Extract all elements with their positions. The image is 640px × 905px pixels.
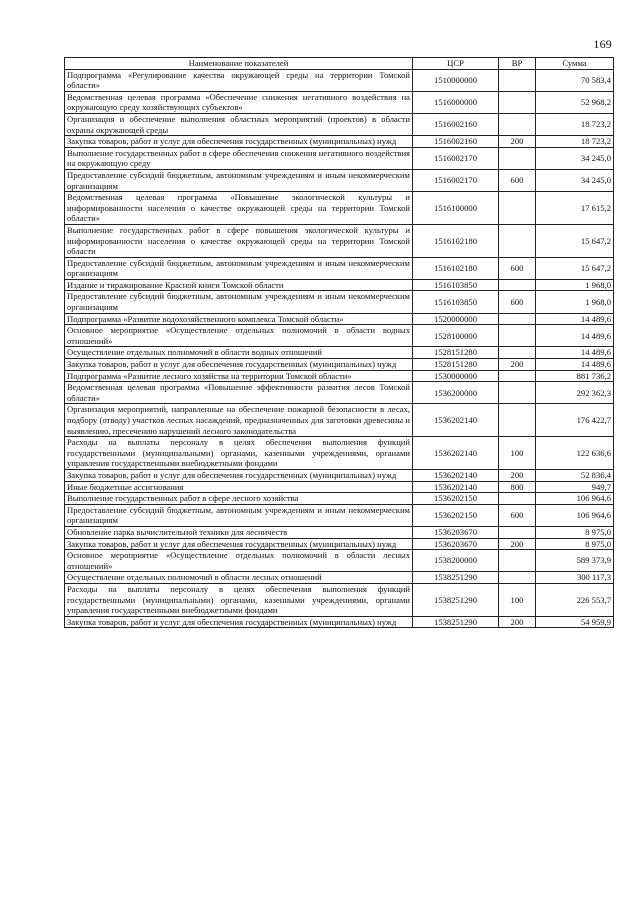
table-row (65, 404, 614, 437)
table-body (65, 69, 614, 628)
cell-name: Выполнение государственных работ в сфере лесного хозяйства (65, 493, 413, 505)
cell-name: Ведомственная целевая программа «Повышение эффективности развития лесов Томской области» (65, 382, 413, 404)
cell-name: Расходы на выплаты персоналу в целях обеспечения выполнения функций государственными (муниципальными) органами, казенными учреждениями, органами управления государственными внебюджетными фондами (65, 583, 413, 616)
cell-csr: 1536202140 (413, 404, 499, 437)
header-sum: Сумма (536, 58, 614, 70)
table-header (65, 58, 614, 70)
cell-name: Ведомственная целевая программа «Повышение экологической культуры и информированности населения о качестве окружающей среды на территории Томской области» (65, 192, 413, 225)
cell-sum: 54 959,9 (536, 616, 614, 628)
table-row (65, 136, 614, 148)
cell-csr: 1516102180 (413, 257, 499, 279)
table-row (65, 91, 614, 113)
cell-name: Закупка товаров, работ и услуг для обеспечения государственных (муниципальных) нужд (65, 616, 413, 628)
table-row (65, 616, 614, 628)
cell-csr: 1536202140 (413, 469, 499, 481)
table-row (65, 69, 614, 91)
cell-name: Подпрограмма «Развитие водохозяйственного комплекса Томской области» (65, 313, 413, 325)
cell-vr: 200 (499, 359, 536, 371)
table-row (65, 493, 614, 505)
cell-vr (499, 279, 536, 291)
cell-csr: 1536202140 (413, 481, 499, 493)
cell-csr: 1538251290 (413, 616, 499, 628)
cell-vr: 200 (499, 469, 536, 481)
cell-vr (499, 313, 536, 325)
cell-csr: 1530000000 (413, 370, 499, 382)
cell-sum: 589 373,9 (536, 550, 614, 572)
cell-name: Выполнение государственных работ в сфере повышения экологической культуры и информированности населения о качестве окружающей среды на территории Томской области (65, 224, 413, 257)
cell-sum: 106 964,6 (536, 493, 614, 505)
cell-vr: 600 (499, 504, 536, 526)
table-row (65, 437, 614, 470)
table-row (65, 224, 614, 257)
cell-csr: 1536202150 (413, 493, 499, 505)
cell-csr: 1536203670 (413, 538, 499, 550)
cell-sum: 300 117,3 (536, 572, 614, 584)
cell-name: Ведомственная целевая программа «Обеспечение снижения негативного воздействия на окружающую среду хозяйствующих субъектов» (65, 91, 413, 113)
cell-name: Предоставление субсидий бюджетным, автономным учреждениям и иным некоммерческим организациям (65, 257, 413, 279)
cell-csr: 1528151280 (413, 347, 499, 359)
cell-csr: 1516002170 (413, 169, 499, 191)
table-row (65, 192, 614, 225)
table-row (65, 538, 614, 550)
table-row (65, 526, 614, 538)
table-row (65, 382, 614, 404)
cell-vr: 100 (499, 437, 536, 470)
table-row (65, 147, 614, 169)
cell-name: Предоставление субсидий бюджетным, автономным учреждениям и иным некоммерческим организациям (65, 169, 413, 191)
cell-sum: 226 553,7 (536, 583, 614, 616)
cell-csr: 1538200000 (413, 550, 499, 572)
cell-sum: 52 968,2 (536, 91, 614, 113)
cell-sum: 292 362,3 (536, 382, 614, 404)
table-row (65, 325, 614, 347)
cell-sum: 14 489,6 (536, 313, 614, 325)
cell-name: Осуществление отдельных полномочий в области лесных отношений (65, 572, 413, 584)
cell-vr: 600 (499, 169, 536, 191)
header-vr: ВР (499, 58, 536, 70)
cell-vr (499, 404, 536, 437)
cell-sum: 18 723,2 (536, 136, 614, 148)
cell-csr: 1520000000 (413, 313, 499, 325)
cell-vr (499, 382, 536, 404)
cell-vr (499, 113, 536, 135)
cell-vr (499, 526, 536, 538)
cell-name: Осуществление отдельных полномочий в области водных отношений (65, 347, 413, 359)
table-row (65, 359, 614, 371)
cell-vr (499, 91, 536, 113)
cell-name: Закупка товаров, работ и услуг для обеспечения государственных (муниципальных) нужд (65, 538, 413, 550)
cell-vr (499, 370, 536, 382)
table-row (65, 583, 614, 616)
cell-csr: 1516103850 (413, 291, 499, 313)
cell-name: Основное мероприятие «Осуществление отдельных полномочий в области водных отношений» (65, 325, 413, 347)
table-row (65, 279, 614, 291)
header-csr: ЦСР (413, 58, 499, 70)
cell-sum: 8 975,0 (536, 538, 614, 550)
cell-csr: 1536202150 (413, 504, 499, 526)
cell-csr: 1538251290 (413, 583, 499, 616)
header-name: Наименование показателей (65, 58, 413, 70)
cell-sum: 15 647,2 (536, 257, 614, 279)
cell-csr: 1516002160 (413, 136, 499, 148)
table-row (65, 550, 614, 572)
cell-name: Организация и обеспечение выполнения областных мероприятий (проектов) в области охраны окружающей среды (65, 113, 413, 135)
cell-sum: 176 422,7 (536, 404, 614, 437)
cell-name: Выполнение государственных работ в сфере обеспечения снижения негативного воздействия на окружающую среду (65, 147, 413, 169)
cell-csr: 1516102180 (413, 224, 499, 257)
cell-name: Подпрограмма «Развитие лесного хозяйства на территории Томской области» (65, 370, 413, 382)
table-row (65, 313, 614, 325)
cell-vr (499, 224, 536, 257)
cell-vr: 100 (499, 583, 536, 616)
budget-table (64, 57, 614, 628)
table-row (65, 481, 614, 493)
cell-vr (499, 493, 536, 505)
cell-name: Закупка товаров, работ и услуг для обеспечения государственных (муниципальных) нужд (65, 469, 413, 481)
cell-vr (499, 572, 536, 584)
table-row (65, 169, 614, 191)
table-row (65, 504, 614, 526)
cell-csr: 1516103850 (413, 279, 499, 291)
cell-vr (499, 192, 536, 225)
table-row (65, 347, 614, 359)
cell-csr: 1516002160 (413, 113, 499, 135)
cell-name: Обновление парка вычислительной техники для лесничеств (65, 526, 413, 538)
cell-vr (499, 147, 536, 169)
cell-vr (499, 69, 536, 91)
cell-name: Основное мероприятие «Осуществление отдельных полномочий в области лесных отношений» (65, 550, 413, 572)
cell-name: Иные бюджетные ассигнования (65, 481, 413, 493)
cell-name: Расходы на выплаты персоналу в целях обеспечения выполнения функций государственными (муниципальными) органами, казенными учреждениями, органами управления государственными внебюджетными фондами (65, 437, 413, 470)
cell-csr: 1528100000 (413, 325, 499, 347)
page-number: 169 (593, 37, 612, 51)
cell-csr: 1516002170 (413, 147, 499, 169)
table-row (65, 113, 614, 135)
cell-sum: 14 489,6 (536, 325, 614, 347)
cell-name: Организация мероприятий, направленные на обеспечение пожарной безопасности в лесах, подбору (отводу) участков лесных насаждений, предназначенных для заготовки древесины и выявлению, пресечению нарушений лесного законодательства (65, 404, 413, 437)
cell-name: Предоставление субсидий бюджетным, автономным учреждениям и иным некоммерческим организациям (65, 291, 413, 313)
cell-sum: 34 245,0 (536, 147, 614, 169)
cell-csr: 1528151280 (413, 359, 499, 371)
cell-vr: 200 (499, 616, 536, 628)
cell-sum: 52 836,4 (536, 469, 614, 481)
cell-vr (499, 347, 536, 359)
cell-name: Издание и тиражирование Красной книги Томской области (65, 279, 413, 291)
cell-sum: 881 736,2 (536, 370, 614, 382)
cell-name: Предоставление субсидий бюджетным, автономным учреждениям и иным некоммерческим организациям (65, 504, 413, 526)
table-row (65, 370, 614, 382)
cell-csr: 1516000000 (413, 91, 499, 113)
cell-sum: 70 583,4 (536, 69, 614, 91)
cell-sum: 15 647,2 (536, 224, 614, 257)
cell-vr: 600 (499, 257, 536, 279)
header-row (65, 58, 614, 70)
cell-name: Закупка товаров, работ и услуг для обеспечения государственных (муниципальных) нужд (65, 136, 413, 148)
cell-csr: 1536200000 (413, 382, 499, 404)
table-row (65, 257, 614, 279)
table-row (65, 572, 614, 584)
cell-sum: 14 489,6 (536, 347, 614, 359)
cell-vr: 200 (499, 538, 536, 550)
cell-sum: 1 968,0 (536, 291, 614, 313)
cell-csr: 1536203670 (413, 526, 499, 538)
table-row (65, 291, 614, 313)
cell-sum: 18 723,2 (536, 113, 614, 135)
cell-sum: 14 489,6 (536, 359, 614, 371)
cell-sum: 122 636,6 (536, 437, 614, 470)
table-row (65, 469, 614, 481)
cell-csr: 1536202140 (413, 437, 499, 470)
cell-vr (499, 325, 536, 347)
cell-name: Закупка товаров, работ и услуг для обеспечения государственных (муниципальных) нужд (65, 359, 413, 371)
cell-vr (499, 550, 536, 572)
cell-csr: 1538251290 (413, 572, 499, 584)
cell-csr: 1510000000 (413, 69, 499, 91)
cell-vr: 600 (499, 291, 536, 313)
cell-sum: 1 968,0 (536, 279, 614, 291)
cell-sum: 34 245,0 (536, 169, 614, 191)
cell-csr: 1516100000 (413, 192, 499, 225)
cell-sum: 8 975,0 (536, 526, 614, 538)
cell-name: Подпрограмма «Регулирование качества окружающей среды на территории Томской области» (65, 69, 413, 91)
cell-vr: 200 (499, 136, 536, 148)
cell-sum: 17 615,2 (536, 192, 614, 225)
cell-vr: 800 (499, 481, 536, 493)
cell-sum: 106 964,6 (536, 504, 614, 526)
cell-sum: 949,7 (536, 481, 614, 493)
